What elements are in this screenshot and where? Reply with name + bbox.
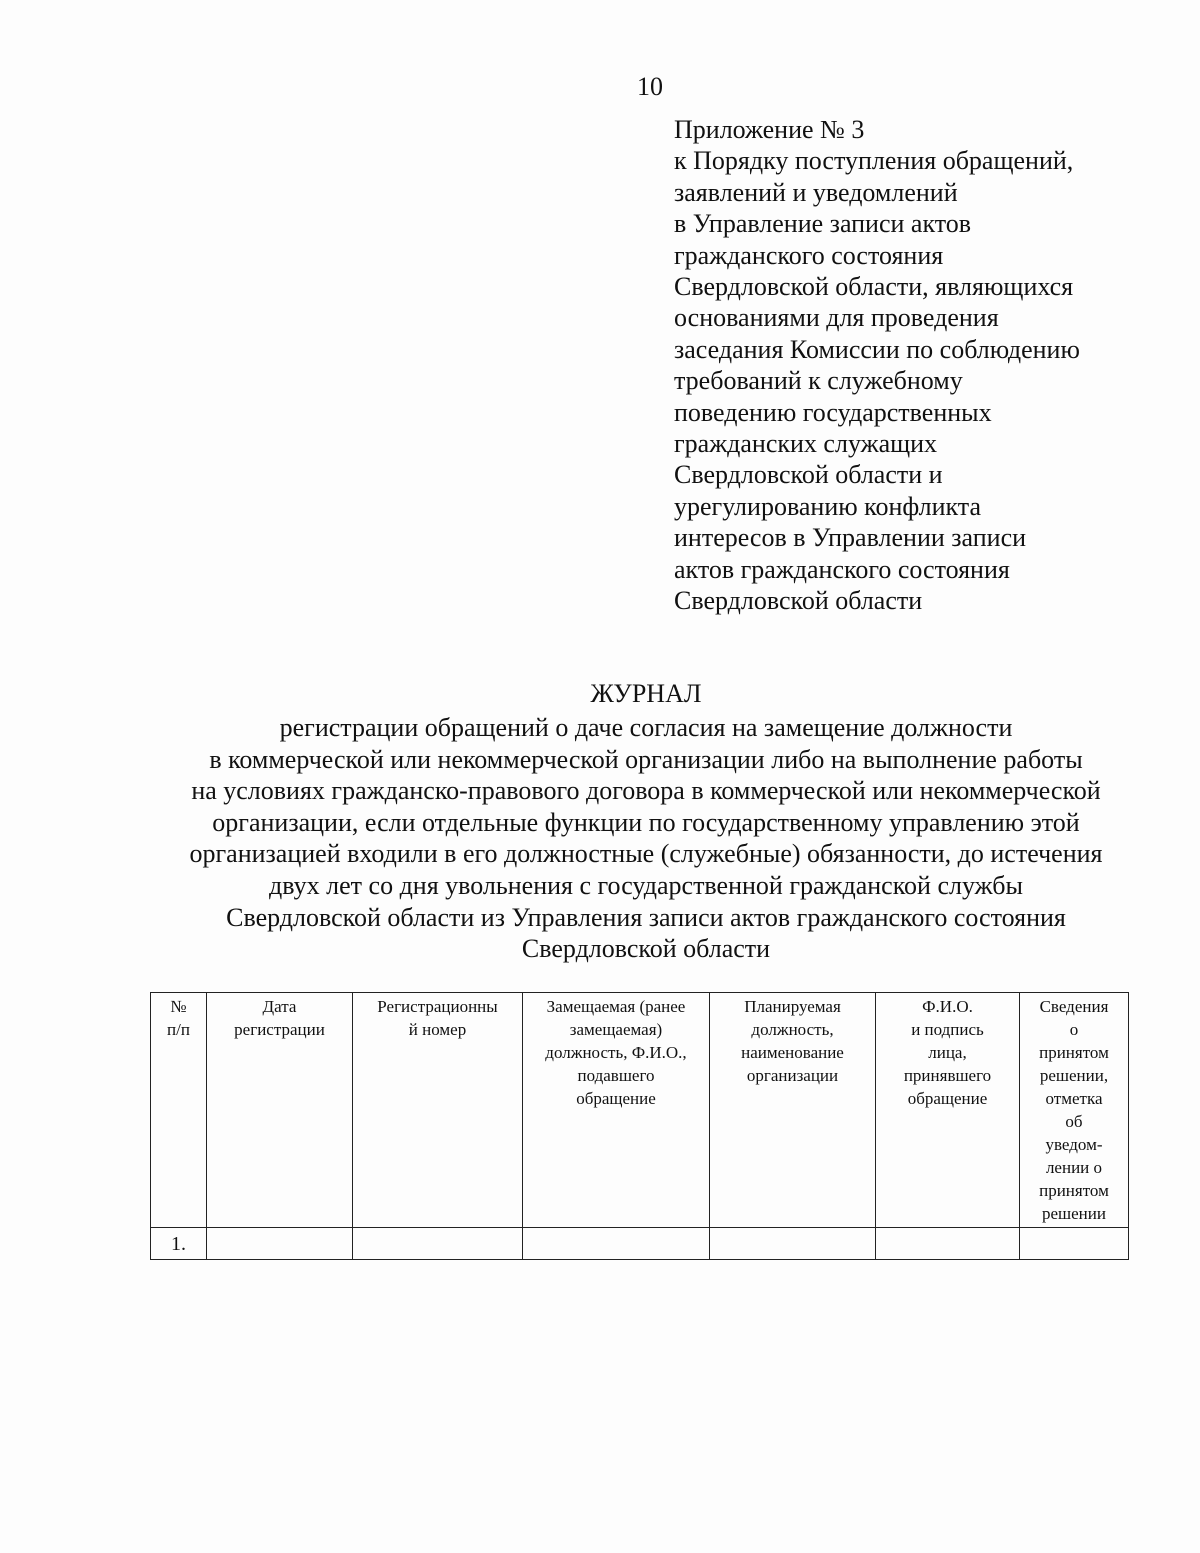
- table-cell: [876, 1228, 1020, 1260]
- appendix-line: Свердловской области и: [674, 460, 943, 490]
- journal-subtitle: [130, 712, 1162, 965]
- appendix-line: поведению государственных: [674, 397, 992, 427]
- appendix-line: заявлений и уведомлений: [674, 177, 958, 207]
- appendix-line: Свердловской области, являющихся: [674, 272, 1074, 302]
- subtitle-line: на условиях гражданско-правового договора в коммерческой или некоммерческой: [191, 776, 1101, 806]
- journal-title: ЖУРНАЛ: [590, 679, 702, 708]
- subtitle-line: в коммерческой или некоммерческой организации либо на выполнение работы: [209, 744, 1083, 774]
- table-cell: [207, 1228, 353, 1260]
- appendix-header: [674, 114, 1174, 617]
- appendix-line: Свердловской области: [674, 586, 923, 616]
- table-cell: [523, 1228, 710, 1260]
- appendix-line: к Порядку поступления обращений,: [674, 146, 1074, 176]
- subtitle-line: организации, если отдельные функции по государственному управлению этой: [212, 807, 1080, 837]
- column-header-planned-position: Планируемая должность, наименование организации: [710, 993, 876, 1228]
- appendix-line: требований к служебному: [674, 366, 963, 396]
- appendix-line: основаниями для проведения: [674, 303, 999, 333]
- table-cell: [710, 1228, 876, 1260]
- subtitle-line: организацией входили в его должностные (служебные) обязанности, до истечения: [189, 839, 1103, 869]
- column-header-receiver: Ф.И.О. и подпись лица, принявшего обращение: [876, 993, 1020, 1228]
- subtitle-line: двух лет со дня увольнения с государственной гражданской службы: [269, 870, 1023, 900]
- appendix-line: заседания Комиссии по соблюдению: [674, 334, 1080, 364]
- appendix-line: в Управление записи актов: [674, 209, 972, 239]
- subtitle-line: регистрации обращений о даче согласия на замещение должности: [279, 713, 1013, 742]
- appendix-line: Приложение № 3: [674, 115, 865, 144]
- column-header-reg-number: Регистрационны й номер: [353, 993, 523, 1228]
- table-cell: [1020, 1228, 1129, 1260]
- table-cell: 1.: [151, 1228, 207, 1260]
- table-cell: [353, 1228, 523, 1260]
- appendix-line: гражданских служащих: [674, 429, 938, 459]
- appendix-line: урегулированию конфликта: [674, 491, 981, 521]
- column-header-position: Замещаемая (ранее замещаемая) должность, Ф.И.О., подавшего обращение: [523, 993, 710, 1228]
- table-header-row: [151, 993, 1129, 1228]
- appendix-line: интересов в Управлении записи: [674, 523, 1027, 553]
- column-header-date: Дата регистрации: [207, 993, 353, 1228]
- registration-table: [150, 992, 1129, 1260]
- appendix-line: актов гражданского состояния: [674, 554, 1010, 584]
- column-header-number: № п/п: [151, 993, 207, 1228]
- page-number: 10: [637, 72, 663, 101]
- subtitle-line: Свердловской области из Управления записи актов гражданского состояния: [226, 902, 1066, 932]
- appendix-line: гражданского состояния: [674, 240, 944, 270]
- table-row: [151, 1228, 1129, 1260]
- column-header-decision: Сведения о принятом решении, отметка об уведом- лении о принятом решении: [1020, 993, 1129, 1228]
- subtitle-line: Свердловской области: [521, 934, 771, 964]
